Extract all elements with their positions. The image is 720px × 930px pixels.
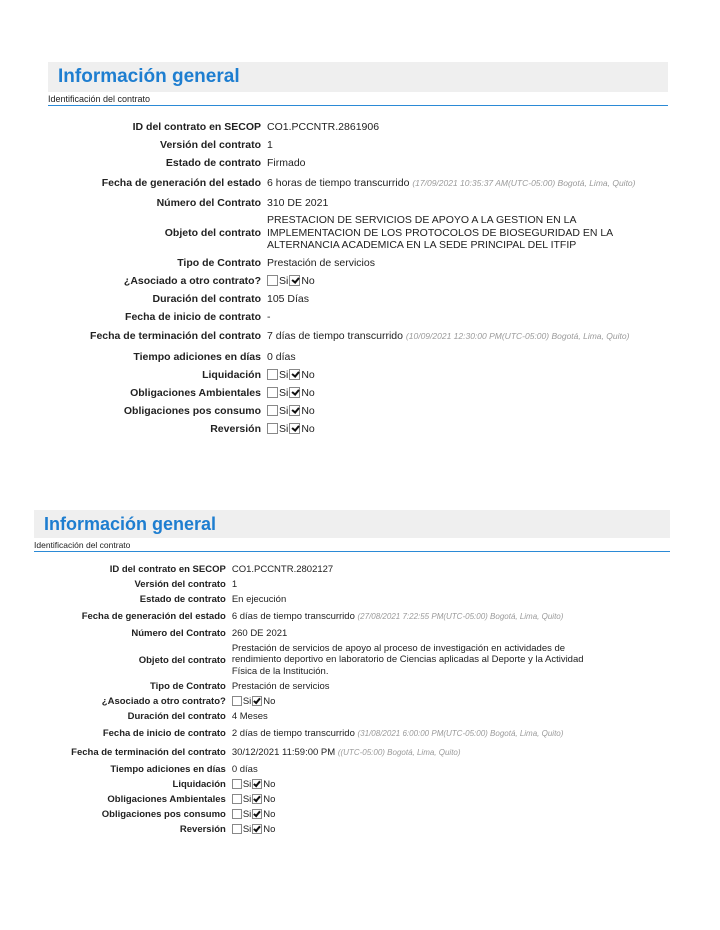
field-label: Liquidación (202, 368, 261, 381)
field-row-tiempo-adiciones (48, 348, 657, 366)
field-value-id: CO1.PCCNTR.2802127 (231, 564, 334, 575)
field-label: Fecha de terminación del contrato (71, 746, 226, 758)
field-value-fecha-terminacion (267, 326, 657, 348)
checkbox-si-label: Si (279, 386, 289, 399)
field-row-duracion (34, 709, 670, 724)
timestamp-note: (17/09/2021 10:35:37 AM(UTC-05:00) Bogotá, Lima, Quito) (412, 177, 636, 188)
field-value-version: 1 (231, 579, 238, 590)
field-row-fecha-inicio (34, 724, 670, 743)
timestamp-note: (31/08/2021 6:00:00 PM(UTC-05:00) Bogotá, Lima, Quito) (357, 728, 564, 738)
checkbox-no[interactable] (289, 369, 300, 380)
field-label: Fecha de terminación del contrato (90, 330, 261, 343)
elapsed-text: 6 días de tiempo transcurrido (231, 610, 355, 622)
checkbox-no[interactable] (252, 696, 262, 706)
checkbox-group (232, 807, 670, 822)
checkbox-no[interactable] (289, 387, 300, 398)
checkbox-no[interactable] (252, 824, 262, 834)
checkbox-no[interactable] (252, 794, 262, 804)
field-row-objeto (34, 641, 670, 679)
field-label: Estado de contrato (165, 157, 261, 169)
field-label: Objeto del contrato (164, 226, 261, 239)
checkbox-no-label: No (263, 809, 276, 821)
checkbox-si-label: Si (242, 809, 252, 821)
field-label: Fecha de inicio de contrato (125, 310, 261, 323)
checkbox-no[interactable] (252, 779, 262, 789)
checkbox-si[interactable] (232, 794, 242, 804)
checkbox-si[interactable] (267, 423, 278, 434)
field-row-numero (48, 194, 657, 212)
field-label: ID del contrato en SECOP (109, 564, 226, 575)
field-value-tipo: Prestación de servicios (231, 681, 330, 693)
field-row-tiempo-adiciones (34, 762, 670, 777)
field-row-asociado (48, 272, 657, 290)
field-value-fecha-terminacion (232, 743, 670, 762)
checkbox-si[interactable] (267, 387, 278, 398)
checkbox-no[interactable] (252, 809, 262, 819)
checkbox-si[interactable] (232, 779, 242, 789)
checkbox-no-label: No (301, 386, 315, 399)
field-value-tipo: Prestación de servicios (267, 256, 375, 269)
field-label: Objeto del contrato (138, 654, 226, 666)
field-value-tiempo-adiciones: 0 días (231, 764, 258, 776)
checkbox-si-label: Si (279, 404, 289, 417)
field-label: Obligaciones pos consumo (101, 809, 226, 821)
field-row-id (48, 118, 657, 136)
field-label: Duración del contrato (152, 292, 261, 305)
checkbox-group (267, 402, 657, 420)
checkbox-group (267, 384, 657, 402)
field-value-version: 1 (267, 139, 273, 151)
checkbox-no-label: No (301, 368, 315, 381)
field-label: Fecha de inicio de contrato (102, 728, 226, 740)
field-label: ¿Asociado a otro contrato? (101, 696, 226, 708)
field-row-fecha-terminacion (48, 326, 657, 348)
field-value-estado: Firmado (267, 157, 306, 169)
field-label: Reversión (179, 824, 226, 836)
checkbox-si[interactable] (267, 275, 278, 286)
field-row-fecha-generacion (34, 607, 670, 626)
field-value-objeto: Prestación de servicios de apoyo al proceso de investigación en actividades de rendimiento deportivo en laboratorio de Ciencias aplicadas al Deporte y la Actividad Física de la Institución. (231, 643, 584, 677)
section-title: Información general (34, 510, 670, 538)
timestamp-note: ((UTC-05:00) Bogotá, Lima, Quito) (337, 748, 461, 758)
field-row-reversion (34, 822, 670, 837)
elapsed-text: 6 horas de tiempo transcurrido (267, 176, 410, 189)
section-subtitle: Identificación del contrato (34, 538, 670, 552)
field-value-tiempo-adiciones: 0 días (267, 350, 296, 363)
field-row-tipo (48, 254, 657, 272)
field-label: Tiempo adiciones en días (133, 350, 261, 363)
field-value-fecha-inicio (232, 724, 670, 743)
contract-fields-table (34, 562, 670, 837)
field-value-objeto: PRESTACION DE SERVICIOS DE APOYO A LA GESTION EN LA IMPLEMENTACION DE LOS PROTOCOLOS DE BIOSEGURIDAD EN LA ALTERNANCIA ACADEMICA EN LA SEDE PRINCIPAL DEL ITFIP (267, 214, 613, 252)
checkbox-si-label: Si (242, 794, 252, 806)
field-row-id (34, 562, 670, 577)
checkbox-no[interactable] (289, 275, 300, 286)
checkbox-si[interactable] (232, 809, 242, 819)
elapsed-text: 2 días de tiempo transcurrido (231, 727, 355, 739)
field-value-estado: En ejecución (231, 594, 287, 605)
elapsed-text: 7 días de tiempo transcurrido (267, 330, 403, 343)
field-label: Obligaciones pos consumo (123, 404, 261, 417)
checkbox-si[interactable] (267, 369, 278, 380)
field-value-fecha-inicio: - (267, 310, 271, 323)
date-text: 30/12/2021 11:59:00 PM (231, 747, 336, 759)
field-label: Número del Contrato (156, 197, 261, 209)
checkbox-group (267, 420, 657, 438)
checkbox-no-label: No (301, 404, 315, 417)
checkbox-group (232, 792, 670, 807)
field-label: Reversión (210, 422, 261, 435)
field-row-reversion (48, 420, 657, 438)
field-value-id: CO1.PCCNTR.2861906 (267, 121, 380, 133)
field-label: ¿Asociado a otro contrato? (123, 274, 261, 287)
checkbox-group (267, 366, 657, 384)
contract-fields-table (48, 118, 657, 438)
field-label: Tiempo adiciones en días (110, 764, 226, 776)
contract-section-1 (48, 62, 668, 438)
checkbox-group (232, 777, 670, 792)
field-label: Tipo de Contrato (150, 681, 226, 693)
field-row-version (48, 136, 657, 154)
field-row-tipo (34, 679, 670, 694)
field-value-numero: 310 DE 2021 (267, 197, 329, 209)
field-label: Estado de contrato (139, 594, 226, 605)
checkbox-si-label: Si (242, 779, 252, 791)
field-value-duracion: 4 Meses (231, 711, 268, 723)
field-row-liquidacion (48, 366, 657, 384)
field-value-duracion: 105 Días (267, 292, 310, 305)
field-row-version (34, 577, 670, 592)
field-label: Liquidación (172, 779, 226, 791)
checkbox-group (232, 822, 670, 837)
field-label: Tipo de Contrato (177, 256, 261, 269)
checkbox-group (232, 694, 670, 709)
field-label: Obligaciones Ambientales (130, 386, 261, 399)
checkbox-group (267, 272, 657, 290)
field-row-fecha-terminacion (34, 743, 670, 762)
field-value-fecha-generacion (267, 172, 657, 194)
field-label: Obligaciones Ambientales (107, 794, 226, 806)
checkbox-si[interactable] (232, 824, 242, 834)
field-row-duracion (48, 290, 657, 308)
field-row-obligaciones-pos-consumo (34, 807, 670, 822)
checkbox-si-label: Si (279, 274, 289, 287)
timestamp-note: (10/09/2021 12:30:00 PM(UTC-05:00) Bogotá, Lima, Quito) (405, 331, 630, 342)
checkbox-no-label: No (301, 422, 315, 435)
field-label: Versión del contrato (160, 139, 261, 151)
timestamp-note: (27/08/2021 7:22:55 PM(UTC-05:00) Bogotá, Lima, Quito) (357, 611, 564, 621)
field-row-estado (34, 592, 670, 607)
section-subtitle: Identificación del contrato (48, 92, 668, 106)
field-row-objeto (48, 212, 657, 254)
field-label: ID del contrato en SECOP (132, 121, 261, 133)
checkbox-no-label: No (263, 794, 276, 806)
field-label: Versión del contrato (134, 579, 226, 590)
checkbox-no[interactable] (289, 423, 300, 434)
field-label: Duración del contrato (127, 711, 226, 723)
checkbox-si-label: Si (279, 368, 289, 381)
field-row-estado (48, 154, 657, 172)
field-row-obligaciones-pos-consumo (48, 402, 657, 420)
field-label: Número del Contrato (131, 628, 226, 639)
field-value-fecha-generacion (232, 607, 670, 626)
field-row-liquidacion (34, 777, 670, 792)
field-label: Fecha de generación del estado (101, 177, 261, 189)
checkbox-si[interactable] (232, 696, 242, 706)
checkbox-si[interactable] (267, 405, 278, 416)
checkbox-no-label: No (301, 274, 315, 287)
checkbox-si-label: Si (242, 824, 252, 836)
checkbox-si-label: Si (279, 422, 289, 435)
checkbox-no-label: No (263, 779, 276, 791)
field-row-obligaciones-ambientales (34, 792, 670, 807)
checkbox-no[interactable] (289, 405, 300, 416)
checkbox-si-label: Si (242, 696, 252, 708)
field-row-fecha-generacion (48, 172, 657, 194)
field-row-asociado (34, 694, 670, 709)
checkbox-no-label: No (263, 824, 276, 836)
field-row-fecha-inicio (48, 308, 657, 326)
section-title: Información general (48, 62, 668, 92)
field-value-numero: 260 DE 2021 (231, 628, 288, 639)
contract-section-2 (34, 510, 670, 837)
checkbox-no-label: No (263, 696, 276, 708)
field-label: Fecha de generación del estado (81, 611, 226, 622)
field-row-numero (34, 626, 670, 641)
field-row-obligaciones-ambientales (48, 384, 657, 402)
